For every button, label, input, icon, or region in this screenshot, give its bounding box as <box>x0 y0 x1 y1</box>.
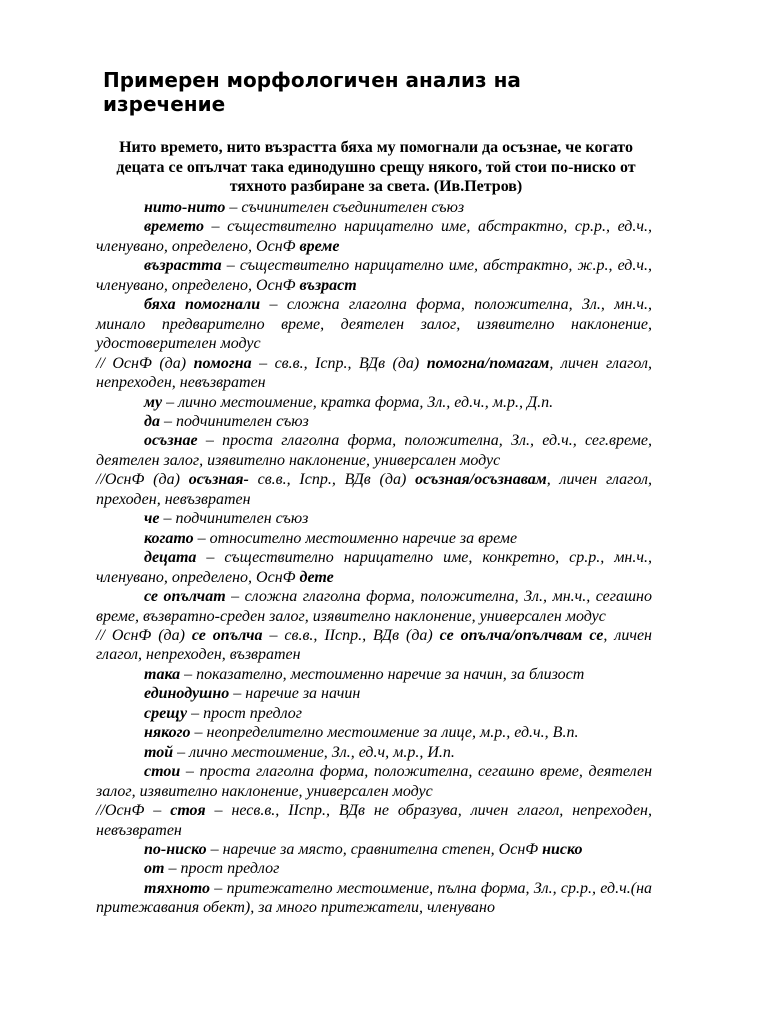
analysis-text: – св.в., Іспр., ВДв (да) <box>251 354 427 372</box>
analyzed-word: срещу <box>144 704 188 722</box>
analysis-text: // ОснФ (да) <box>96 626 192 644</box>
analysis-entry <box>96 217 652 256</box>
analyzed-word: се опълча/опълчвам се <box>439 626 604 644</box>
analysis-text: св.в., Іспр., ВДв (да) <box>248 471 416 489</box>
analysis-text: //ОснФ (да) <box>96 471 189 489</box>
analysis-entry <box>96 509 652 528</box>
analysis-text: // ОснФ (да) <box>96 354 194 372</box>
analyzed-sentence: Нито времето, нито възрастта бяха му помогнали да осъзнае, че когато децата се опълчат така единодушно срещу някого, той стои по-ниско от тяхното разбиране за света. (Ив.Петров) <box>116 139 636 195</box>
analysis-entry <box>96 295 652 353</box>
analysis-entry <box>96 256 652 295</box>
analysis-text: – подчинителен съюз <box>159 412 309 430</box>
analyzed-word: някого <box>144 724 191 742</box>
analyzed-word: се опълча <box>191 626 263 644</box>
analyzed-word: единодушно <box>144 685 230 703</box>
analysis-text: , личен глагол, преходен, невъзвратен <box>96 471 653 508</box>
analysis-entry <box>96 743 652 762</box>
analyzed-word: осъзная- <box>188 471 249 489</box>
analysis-text: – лично местоимение, кратка форма, Зл., ед.ч., м.р., Д.п. <box>162 393 554 411</box>
analyzed-word: по-ниско <box>144 840 207 858</box>
analysis-text: – сложна глаголна форма, положителна, Зл., мн.ч., минало предварително време, деятелен залог, изявително наклонение, удостоверителен модус <box>96 296 653 353</box>
analysis-text: – относително местоименно наречие за време <box>193 529 518 547</box>
analysis-entry <box>96 354 652 393</box>
analysis-entry <box>96 626 652 665</box>
analysis-entry <box>96 529 652 548</box>
analysis-text: – проста глаголна форма, положителна, Зл., ед.ч., сег.време, деятелен залог, изявително наклонение, универсален модус <box>96 432 652 469</box>
analysis-text: – неопределително местоимение за лице, м.р., ед.ч., В.п. <box>190 724 579 742</box>
analyzed-word: децата <box>144 549 197 567</box>
analysis-entry <box>96 704 652 723</box>
analyzed-word: стои <box>144 763 181 781</box>
analysis-text: //ОснФ – <box>96 802 171 820</box>
analysis-text: – притежателно местоимение, пълна форма, Зл., ср.р., ед.ч.(на притежавания обект), за много притежатели, членувано <box>96 879 652 917</box>
analysis-text: – показателно, местоименно наречие за начин, за близост <box>180 665 585 683</box>
analysis-entry <box>96 801 652 840</box>
analysis-text: – съществително нарицателно име, конкретно, ср.р., мн.ч., членувано, определено, ОснФ <box>96 549 652 586</box>
analyzed-word: възрастта <box>144 257 222 275</box>
analyzed-word: се опълчат <box>144 588 226 606</box>
analyzed-word: времето <box>144 218 204 236</box>
analysis-entry <box>96 393 652 412</box>
analyzed-word: осъзнае <box>144 432 198 450</box>
analysis-text: – прост предлог <box>164 860 280 878</box>
analyzed-word: помогна/помагам <box>426 354 550 372</box>
analysis-entry <box>96 762 652 801</box>
analyzed-word: възраст <box>299 276 357 294</box>
analyzed-word: стоя <box>170 802 206 820</box>
analysis-entry <box>96 431 652 470</box>
analyzed-word: ниско <box>542 840 583 858</box>
analysis-text: – сложна глаголна форма, положителна, Зл., мн.ч., сегашно време, възвратно-среден залог, изявително наклонение, универсален модус <box>96 588 652 625</box>
analysis-entry <box>96 859 652 878</box>
analysis-entry <box>96 412 652 431</box>
analysis-text: – наречие за начин <box>229 685 361 703</box>
analysis-text: – наречие за място, сравнителна степен, ОснФ <box>206 840 543 858</box>
analysis-text: – лично местоимение, Зл., ед.ч, м.р., И.п. <box>173 743 455 761</box>
analyzed-word: време <box>299 237 340 255</box>
analysis-entry <box>96 840 652 859</box>
analysis-entry <box>96 665 652 684</box>
analysis-text: – проста глаголна форма, положителна, сегашно време, деятелен залог, изявително наклонение, универсален модус <box>96 763 652 800</box>
analyzed-word: така <box>144 665 181 683</box>
analyzed-word: осъзная/осъзнавам <box>415 471 547 489</box>
analysis-entry <box>96 198 652 217</box>
analyzed-word: тяхното <box>144 879 210 897</box>
analysis-text: – съществително нарицателно име, абстрактно, ж.р., ед.ч., членувано, определено, ОснФ <box>96 257 652 294</box>
analyzed-word: да <box>144 412 160 430</box>
analysis-text: – несв.в., ІІспр., ВДв не образува, личен глагол, непреходен, невъзвратен <box>96 802 652 839</box>
analyzed-word: от <box>144 860 165 878</box>
analysis-text: – съществително нарицателно име, абстрактно, ср.р., ед.ч., членувано, определено, ОснФ <box>96 218 652 255</box>
analyzed-word: че <box>144 510 160 528</box>
analysis-text: , личен глагол, непреходен, невъзвратен <box>96 354 653 392</box>
analysis-entry <box>96 684 652 703</box>
analysis-text: , личен глагол, непреходен, възвратен <box>96 626 652 664</box>
analysis-text: – съчинителен съединителен съюз <box>225 199 465 216</box>
analyzed-word: когато <box>144 529 194 547</box>
analysis-entry <box>96 879 652 918</box>
morphological-analysis <box>96 198 652 918</box>
analyzed-word: той <box>144 743 174 761</box>
analyzed-word: му <box>144 393 163 411</box>
analysis-text: – прост предлог <box>187 704 302 722</box>
analysis-entry <box>96 587 652 626</box>
analysis-entry <box>96 723 652 742</box>
document-title: Примерен морфологичен анализ на изречение <box>103 68 521 116</box>
analyzed-word: дете <box>299 568 334 586</box>
analysis-entry <box>96 470 652 509</box>
analysis-text: – подчинителен съюз <box>159 510 309 528</box>
analyzed-word: помогна <box>193 354 252 372</box>
analyzed-word: бяха помогнали <box>144 296 261 314</box>
analysis-entry <box>96 548 652 587</box>
analyzed-word: нито-нито <box>144 199 226 216</box>
analysis-text: – св.в., ІІспр., ВДв (да) <box>262 626 440 644</box>
